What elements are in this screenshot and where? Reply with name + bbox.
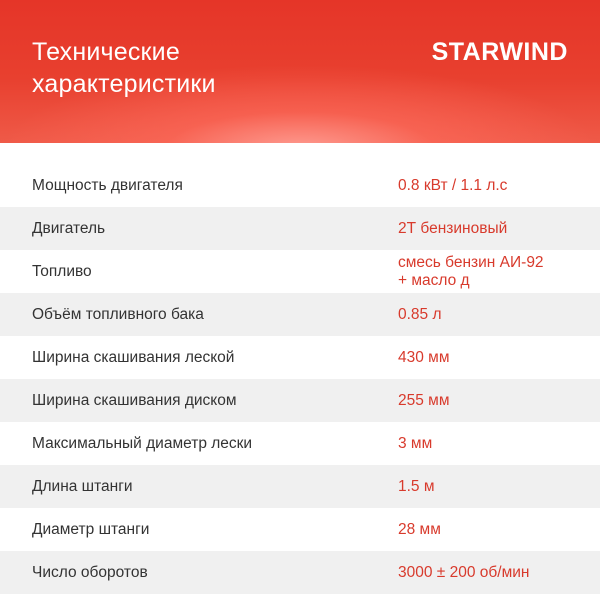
header-banner <box>0 0 600 143</box>
page-title-line2: характеристики <box>32 70 216 98</box>
spec-value: 2Т бензиновый <box>398 219 508 237</box>
spec-name: Ширина скашивания диском <box>32 391 237 409</box>
spec-name: Мощность двигателя <box>32 176 183 194</box>
spec-value: 0.85 л <box>398 305 442 323</box>
spec-value: 3000 ± 200 об/мин <box>398 563 530 581</box>
spec-name: Длина штанги <box>32 477 133 495</box>
spec-name: Двигатель <box>32 219 106 237</box>
spec-row <box>0 422 600 465</box>
spec-row <box>0 465 600 508</box>
spec-value: смесь бензин АИ-92 + масло д <box>398 253 544 289</box>
brand-logo: STARWIND <box>431 38 568 66</box>
spec-row <box>0 250 600 293</box>
spec-value: 0.8 кВт / 1.1 л.с <box>398 176 508 194</box>
spec-name: Диаметр штанги <box>32 520 150 538</box>
spec-row <box>0 508 600 551</box>
spec-row <box>0 551 600 594</box>
page-title-line1: Технические <box>32 38 180 66</box>
spec-name: Топливо <box>32 262 92 280</box>
spec-name: Ширина скашивания леской <box>32 348 235 366</box>
page-title <box>32 36 216 100</box>
spec-row <box>0 336 600 379</box>
spec-row <box>0 207 600 250</box>
spec-row <box>0 164 600 207</box>
spec-name: Максимальный диаметр лески <box>32 434 253 452</box>
spec-table <box>0 164 600 594</box>
spec-row <box>0 379 600 422</box>
spec-value: 430 мм <box>398 348 450 366</box>
spec-value: 255 мм <box>398 391 450 409</box>
spec-name: Число оборотов <box>32 563 148 581</box>
spec-value: 28 мм <box>398 520 441 538</box>
spec-value: 3 мм <box>398 434 433 452</box>
spec-row <box>0 293 600 336</box>
spec-name: Объём топливного бака <box>32 305 204 323</box>
spec-value: 1.5 м <box>398 477 435 495</box>
